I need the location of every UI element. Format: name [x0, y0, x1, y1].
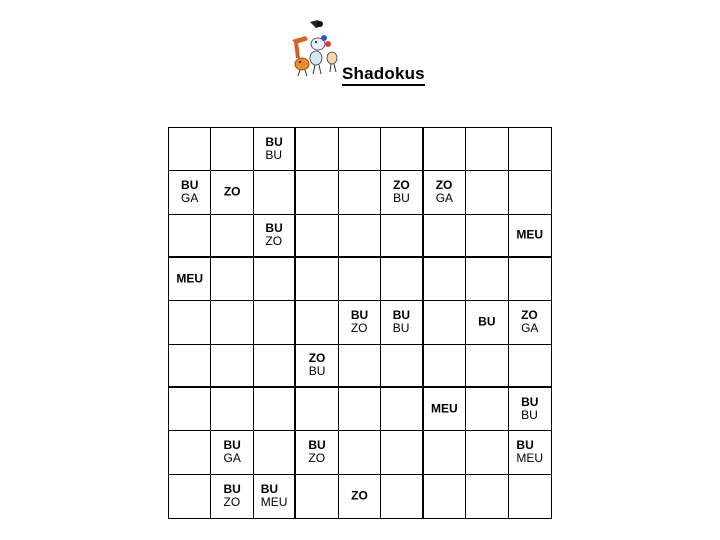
grid-cell[interactable] — [169, 431, 211, 474]
grid-cell[interactable] — [296, 345, 338, 388]
grid-cell[interactable] — [254, 475, 296, 518]
grid-cell[interactable] — [381, 128, 423, 171]
grid-cell[interactable] — [254, 431, 296, 474]
grid-cell[interactable] — [296, 431, 338, 474]
cell-line-1: BU — [521, 395, 539, 410]
grid-cell[interactable] — [509, 128, 551, 171]
cell-line-2: GA — [181, 191, 199, 206]
grid-cell[interactable] — [211, 431, 253, 474]
cell-line-2: ZO — [265, 234, 283, 249]
grid-cell[interactable] — [424, 431, 466, 474]
cell-value — [436, 179, 453, 205]
grid-cell[interactable] — [296, 388, 338, 431]
cell-value — [521, 309, 538, 335]
grid-cell[interactable] — [339, 258, 381, 301]
grid-cell[interactable] — [381, 475, 423, 518]
grid-cell[interactable] — [296, 215, 338, 258]
grid-cell[interactable] — [339, 171, 381, 214]
grid-cell[interactable] — [296, 128, 338, 171]
cell-line-2: ZO — [350, 321, 368, 336]
cell-line-1: BU — [223, 482, 241, 497]
grid-cell[interactable] — [509, 171, 551, 214]
cell-line-1: BU — [265, 221, 283, 236]
grid-cell[interactable] — [424, 345, 466, 388]
cell-value — [265, 136, 282, 162]
grid-cell[interactable] — [254, 258, 296, 301]
cell-line-1: MEU — [431, 401, 458, 416]
cell-line-1: ZO — [308, 351, 326, 366]
sudoku-board — [168, 127, 552, 519]
grid-cell[interactable] — [254, 128, 296, 171]
grid-cell[interactable] — [509, 215, 551, 258]
grid-cell[interactable] — [424, 258, 466, 301]
cell-line-1: MEU — [516, 227, 544, 242]
grid-cell[interactable] — [424, 171, 466, 214]
cell-line-1: ZO — [393, 178, 410, 193]
grid-cell[interactable] — [424, 475, 466, 518]
grid-cell[interactable] — [296, 475, 338, 518]
grid-cell[interactable] — [169, 258, 211, 301]
grid-cell[interactable] — [424, 215, 466, 258]
cell-line-1: BU — [223, 438, 241, 453]
cell-line-1: ZO — [521, 308, 538, 323]
cell-value — [224, 186, 241, 199]
grid-cell[interactable] — [381, 431, 423, 474]
shadok-logo-icon — [288, 18, 344, 80]
cell-value — [223, 439, 240, 465]
cell-value — [351, 490, 368, 503]
cell-value — [308, 439, 325, 465]
grid-cell[interactable] — [211, 215, 253, 258]
grid-cell[interactable] — [296, 301, 338, 344]
cell-line-1: BU — [478, 314, 496, 329]
cell-value — [351, 309, 368, 335]
grid-cell[interactable] — [466, 345, 508, 388]
cell-value — [261, 483, 288, 509]
grid-cell[interactable] — [254, 388, 296, 431]
grid-cell[interactable] — [339, 301, 381, 344]
cell-value — [176, 273, 203, 286]
grid-cell[interactable] — [211, 475, 253, 518]
cell-value — [393, 179, 410, 205]
cell-line-2: BU — [308, 364, 326, 379]
grid-cell[interactable] — [169, 301, 211, 344]
cell-value — [393, 309, 410, 335]
grid-cell[interactable] — [211, 258, 253, 301]
grid-cell[interactable] — [169, 171, 211, 214]
cell-line-2: GA — [435, 191, 454, 206]
grid-cell[interactable] — [466, 171, 508, 214]
grid-cell[interactable] — [296, 171, 338, 214]
grid-cell[interactable] — [381, 215, 423, 258]
grid-cell[interactable] — [339, 475, 381, 518]
grid-cell[interactable] — [169, 128, 211, 171]
cell-line-2: BU — [521, 408, 538, 423]
grid-cell[interactable] — [169, 388, 211, 431]
cell-line-2: BU — [393, 191, 410, 206]
cell-value — [516, 439, 543, 465]
grid-cell[interactable] — [381, 171, 423, 214]
cell-line-2: BU — [265, 148, 283, 163]
cell-line-1: MEU — [176, 271, 204, 286]
cell-line-1: ZO — [351, 488, 368, 503]
grid-cell[interactable] — [381, 301, 423, 344]
cell-line-1: BU — [516, 438, 534, 453]
cell-line-2: GA — [521, 321, 539, 336]
cell-line-2: GA — [223, 451, 241, 466]
grid-cell[interactable] — [254, 215, 296, 258]
grid-cell[interactable] — [339, 128, 381, 171]
grid-cell[interactable] — [466, 431, 508, 474]
cell-value — [521, 396, 538, 422]
grid-cell[interactable] — [466, 475, 508, 518]
cell-line-1: BU — [260, 482, 279, 497]
cell-line-1: BU — [265, 135, 283, 150]
grid-cell[interactable] — [254, 301, 296, 344]
grid-cell[interactable] — [424, 388, 466, 431]
cell-line-1: ZO — [223, 184, 241, 199]
cell-value — [223, 483, 240, 509]
cell-line-2: ZO — [223, 495, 241, 510]
grid-cell[interactable] — [296, 258, 338, 301]
grid-cell[interactable] — [211, 301, 253, 344]
grid-cell[interactable] — [509, 258, 551, 301]
grid-cell[interactable] — [254, 345, 296, 388]
cell-line-1: BU — [181, 178, 199, 193]
grid-cell[interactable] — [381, 388, 423, 431]
grid-cell[interactable] — [466, 388, 508, 431]
cell-line-1: BU — [308, 438, 326, 453]
cell-line-1: ZO — [435, 178, 453, 193]
grid-cell[interactable] — [424, 301, 466, 344]
grid-cell[interactable] — [169, 215, 211, 258]
page-title: Shadokus — [342, 64, 425, 86]
grid-cell[interactable] — [466, 301, 508, 344]
cell-value — [181, 179, 198, 205]
grid-cell[interactable] — [466, 128, 508, 171]
grid-cell[interactable] — [509, 345, 551, 388]
grid-cell[interactable] — [211, 128, 253, 171]
grid-cell[interactable] — [381, 258, 423, 301]
grid-cell[interactable] — [211, 388, 253, 431]
grid-cell[interactable] — [381, 345, 423, 388]
cell-value — [431, 403, 458, 416]
cell-line-2: MEU — [260, 495, 288, 510]
grid-cell[interactable] — [169, 475, 211, 518]
grid-cell[interactable] — [339, 431, 381, 474]
cell-line-1: BU — [392, 308, 411, 323]
grid-cell[interactable] — [509, 388, 551, 431]
grid-cell[interactable] — [169, 345, 211, 388]
cell-line-2: ZO — [308, 451, 326, 466]
grid-cell[interactable] — [211, 345, 253, 388]
grid-cell[interactable] — [466, 215, 508, 258]
grid-cell[interactable] — [509, 301, 551, 344]
grid-cell[interactable] — [466, 258, 508, 301]
grid-cell[interactable] — [211, 171, 253, 214]
cell-value — [516, 229, 543, 242]
grid-cell[interactable] — [339, 388, 381, 431]
cell-line-2: BU — [392, 321, 410, 336]
cell-value — [309, 352, 326, 378]
cell-line-1: BU — [350, 308, 369, 323]
grid-cell[interactable] — [254, 171, 296, 214]
cell-value — [265, 222, 282, 248]
cell-line-2: MEU — [516, 451, 544, 466]
grid-cell[interactable] — [339, 215, 381, 258]
grid-cell[interactable] — [339, 345, 381, 388]
grid-cell[interactable] — [424, 128, 466, 171]
grid-cell[interactable] — [509, 431, 551, 474]
grid-cell[interactable] — [509, 475, 551, 518]
cell-value — [478, 316, 495, 329]
